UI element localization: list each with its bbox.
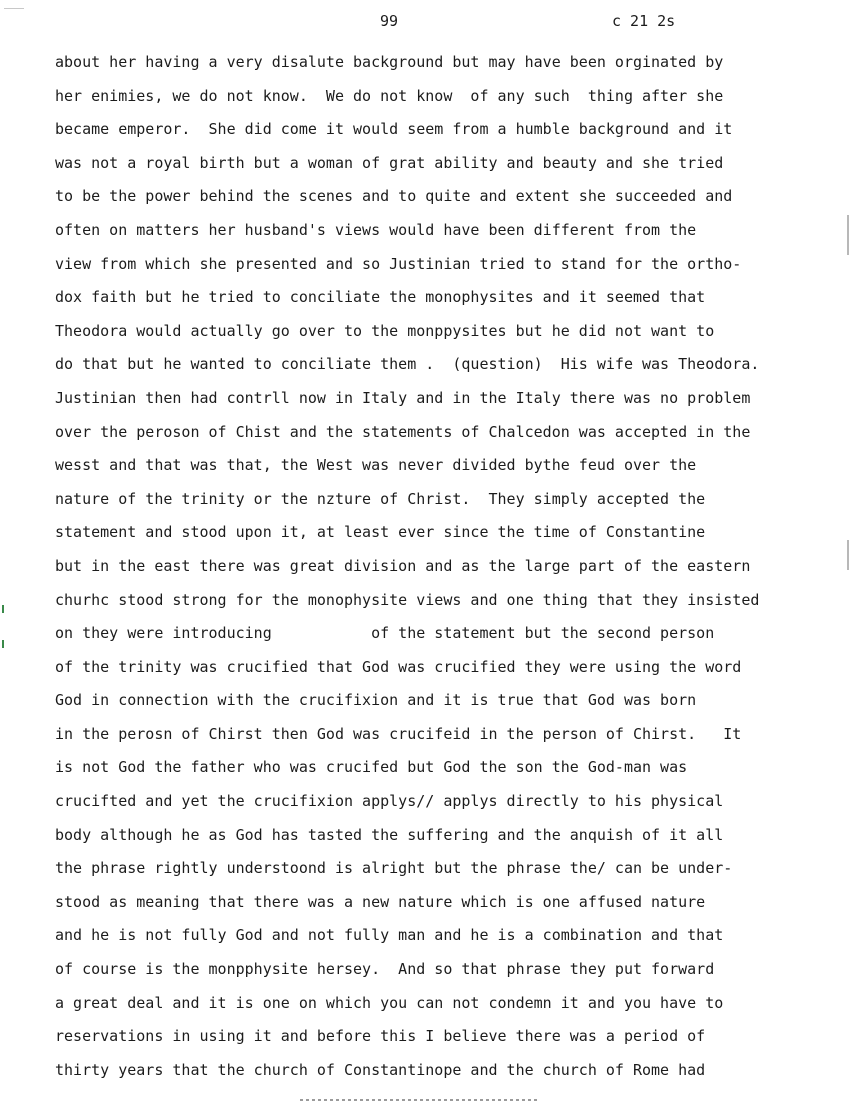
text-line: body although he as God has tasted the suffering and the anquish of it all [55,825,724,844]
text-line: often on matters her husband's views would have been different from the [55,220,697,239]
text-line: a great deal and it is one on which you can not condemn it and you have to [55,993,724,1012]
text-line: nature of the trinity or the nzture of Christ. They simply accepted the [55,489,706,508]
text-line: crucifted and yet the crucifixion applys// applys directly to his physical [55,792,724,811]
page-number: 99 [380,12,399,30]
text-line: churhc stood strong for the monophysite views and one thing that they insisted [55,590,760,609]
text-line: of the trinity was crucified that God was crucified they were using the word [55,657,742,676]
scan-bottom-edge [300,1099,540,1101]
text-line: do that but he wanted to conciliate them . (question) His wife was Theodora. [55,355,760,374]
text-line: statement and stood upon it, at least ever since the time of Constantine [55,523,706,542]
typed-transcript-body [55,46,845,1087]
scan-artifact-mark [2,605,4,613]
text-line: about her having a very disalute background but may have been orginated by [55,53,724,71]
scan-edge-mark [4,8,24,9]
scan-edge-shadow [847,215,849,255]
text-line: was not a royal birth but a woman of grat ability and beauty and she tried [55,153,724,172]
text-line: God in connection with the crucifixion and it is true that God was born [55,691,697,710]
text-line: view from which she presented and so Justinian tried to stand for the ortho- [55,254,742,273]
text-line: Theodora would actually go over to the monppysites but he did not want to [55,321,715,340]
text-line: dox faith but he tried to conciliate the monophysites and it seemed that [55,288,706,307]
text-line: wesst and that was that, the West was never divided bythe feud over the [55,456,697,475]
text-line: of course is the monpphysite hersey. And so that phrase they put forward [55,960,715,979]
text-line: to be the power behind the scenes and to quite and extent she succeeded and [55,187,733,206]
text-line: the phrase rightly understoond is alright but the phrase the/ can be under- [55,859,733,878]
text-line: over the peroson of Chist and the statements of Chalcedon was accepted in the [55,422,751,441]
text-line: stood as meaning that there was a new nature which is one affused nature [55,892,706,911]
text-line: in the perosn of Chirst then God was crucifeid in the person of Chirst. It [55,724,742,743]
text-line: but in the east there was great division and as the large part of the eastern [55,556,751,575]
text-line: thirty years that the church of Constantinope and the church of Rome had [55,1060,706,1079]
text-line: her enimies, we do not know. We do not know of any such thing after she [55,86,724,105]
text-line: Justinian then had contrll now in Italy and in the Italy there was no problem [55,388,751,407]
scan-artifact-mark [2,640,4,648]
page-reference: c 21 2s [612,12,676,30]
text-line: reservations in using it and before this I believe there was a period of [55,1027,706,1046]
text-line: and he is not fully God and not fully man and he is a combination and that [55,926,724,945]
text-line: became emperor. She did come it would seem from a humble background and it [55,120,733,139]
scan-edge-shadow [847,540,849,570]
text-line: is not God the father who was crucifed but God the son the God-man was [55,758,688,777]
text-line: on they were introducing of the statement but the second person [55,624,715,643]
